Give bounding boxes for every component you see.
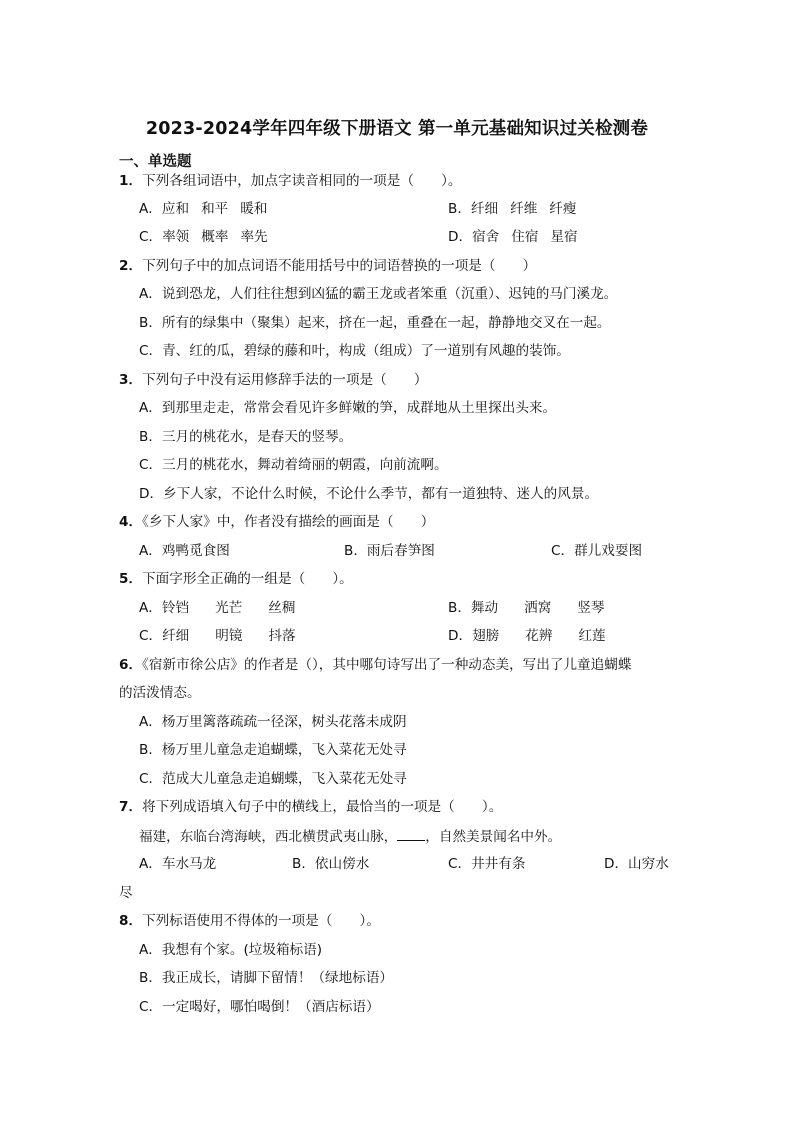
- option-d[interactable]: D．宿舍 住宿 星宿: [448, 229, 578, 245]
- q5-options-row-1: [139, 598, 605, 618]
- q4-options-row: [139, 541, 643, 561]
- fill-blank[interactable]: [397, 826, 425, 841]
- question-number: 5．: [119, 571, 143, 587]
- option-b[interactable]: B．纤细 纤维 纤瘦: [448, 201, 577, 217]
- q1-options-row-2: [139, 227, 578, 247]
- option-a[interactable]: A．铃铛 光芒 丝稠: [139, 600, 296, 616]
- question-5: [119, 569, 353, 589]
- question-number: 1．: [119, 173, 143, 189]
- question-3: [119, 370, 428, 390]
- option-b[interactable]: B．舞动 洒窝 竖琴: [448, 600, 605, 616]
- q5-options-row-2: [139, 626, 606, 646]
- question-6: [119, 655, 631, 675]
- question-stem: 下列标语使用不得体的一项是（ ）。: [142, 913, 380, 929]
- question-stem: 下列句子中的加点词语不能用括号中的词语替换的一项是（ ）: [142, 258, 537, 274]
- option-b[interactable]: B．我正成长，请脚下留情！（绿地标语）: [139, 970, 394, 986]
- question-stem-continued: 的活泼情态。: [119, 685, 201, 701]
- option-b[interactable]: B．三月的桃花水，是春天的竖琴。: [139, 429, 353, 445]
- option-a[interactable]: A．说到恐龙，人们往往想到凶猛的霸王龙或者笨重（沉重）、迟钝的马门溪龙。: [139, 286, 618, 302]
- question-number: 8．: [119, 913, 143, 929]
- question-1: [119, 171, 462, 191]
- option-c[interactable]: C．井井有条: [448, 856, 526, 872]
- question-stem: 《乡下人家》中，作者没有描绘的画面是（ ）: [142, 514, 435, 530]
- option-b[interactable]: B．杨万里儿童急走追蝴蝶，飞入菜花无处寻: [139, 742, 407, 758]
- option-c[interactable]: C．一定喝好，哪怕喝倒！（酒店标语）: [139, 999, 380, 1015]
- q7-options-row: [139, 854, 669, 874]
- question-number: 7．: [119, 799, 143, 815]
- question-number: 6．: [119, 657, 143, 673]
- question-7: [119, 797, 502, 817]
- option-a[interactable]: A．应和 和平 暖和: [139, 201, 268, 217]
- option-a[interactable]: A．我想有个家。(垃圾箱标语): [139, 942, 323, 958]
- question-number: 4．: [119, 514, 143, 530]
- question-8: [119, 911, 380, 931]
- question-2: [119, 256, 536, 276]
- option-a[interactable]: A．鸡鸭觅食图: [139, 543, 230, 559]
- option-d[interactable]: D．乡下人家，不论什么时候，不论什么季节，都有一道独特、迷人的风景。: [139, 486, 599, 502]
- q1-options-row-1: [139, 199, 577, 219]
- option-d[interactable]: D．翅膀 花辨 红莲: [448, 628, 606, 644]
- question-number: 3．: [119, 372, 143, 388]
- option-a[interactable]: A．到那里走走，常常会看见许多鲜嫩的笋，成群地从土里探出头来。: [139, 400, 557, 416]
- option-b[interactable]: B．所有的绿集中（聚集）起来，挤在一起，重叠在一起，静静地交叉在一起。: [139, 315, 611, 331]
- question-stem: 下面字形全正确的一组是（ ）。: [142, 571, 353, 587]
- option-a[interactable]: A．车水马龙: [139, 856, 217, 872]
- option-b[interactable]: B．依山傍水: [292, 856, 370, 872]
- option-c[interactable]: C．纤细 明镜 抖落: [139, 628, 296, 644]
- question-stem: 《宿新市徐公店》的作者是（），其中哪句诗写出了一种动态美，写出了儿童追蝴蝶: [142, 657, 632, 673]
- exam-title: 2023-2024学年四年级下册语文 第一单元基础知识过关检测卷: [145, 119, 649, 139]
- option-c[interactable]: C．率领 概率 率先: [139, 229, 268, 245]
- option-a[interactable]: A．杨万里篱落疏疏一径深，树头花落未成阴: [139, 714, 407, 730]
- option-d[interactable]: D．山穷水: [604, 856, 669, 872]
- question-stem: 下列句子中没有运用修辞手法的一项是（ ）: [142, 372, 428, 388]
- section-heading: 一、单选题: [119, 154, 192, 170]
- question-stem: 下列各组词语中，加点字读音相同的一项是（ ）。: [142, 173, 462, 189]
- option-c[interactable]: C．青、红的瓜，碧绿的藤和叶，构成（组成）了一道别有风趣的装饰。: [139, 343, 570, 359]
- question-sentence: 福建，东临台湾海峡，西北横贯武夷山脉， ，自然美景闻名中外。: [139, 826, 561, 847]
- option-c[interactable]: C．群儿戏耍图: [551, 543, 643, 559]
- option-c[interactable]: C．范成大儿童急走追蝴蝶，飞入菜花无处寻: [139, 771, 407, 787]
- option-d-continued: 尽: [119, 885, 133, 901]
- question-stem: 将下列成语填入句子中的横线上，最恰当的一项是（ ）。: [142, 799, 503, 815]
- question-number: 2．: [119, 258, 143, 274]
- option-b[interactable]: B．雨后春笋图: [344, 543, 435, 559]
- question-4: [119, 512, 434, 532]
- option-c[interactable]: C．三月的桃花水，舞动着绮丽的朝霞，向前流啊。: [139, 457, 448, 473]
